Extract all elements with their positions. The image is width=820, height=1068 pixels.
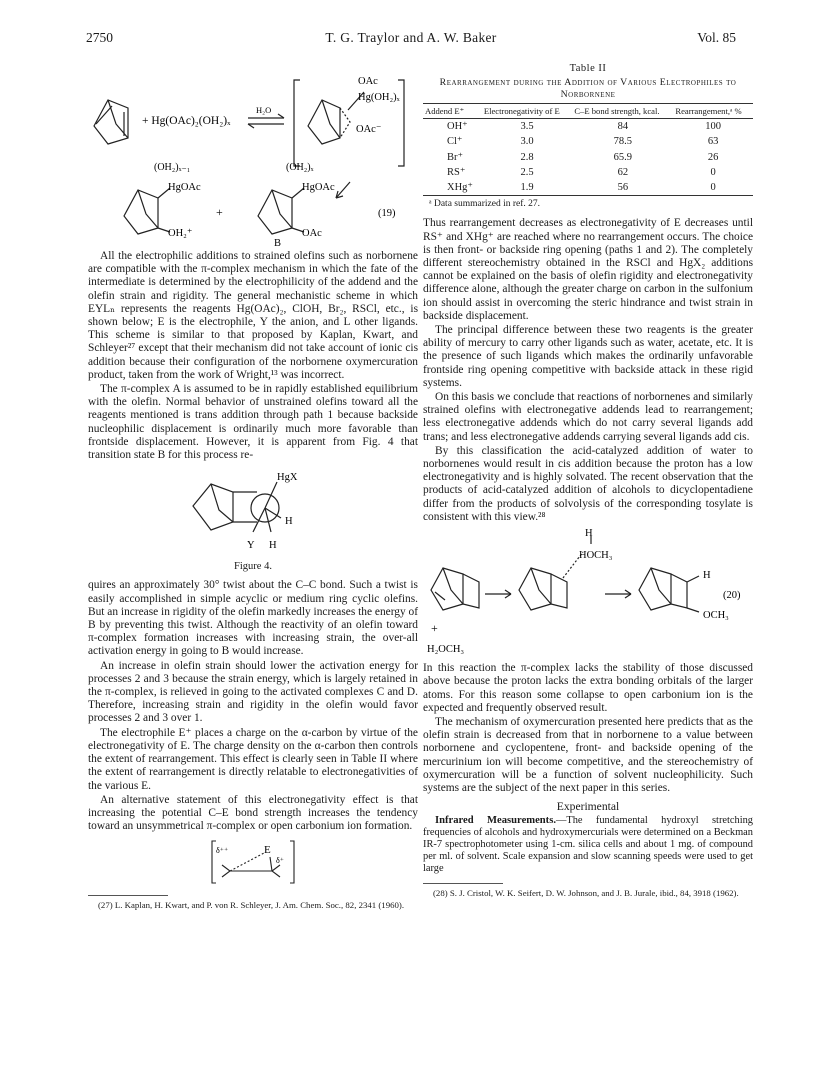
paragraph: The π-complex A is assumed to be in rapidly established equilibrium with the olefin. Normal behavior of unstrained olefins toward all the reagents mentioned is trans addition through path 1 because backside nucleophilic displacement is ordinarily much more favorable than frontside displacement. However, it is apparent from Fig. 4 that transition state B for this process re- xyxy=(88,383,418,462)
scheme20-h2och3: H₂OCH₃ xyxy=(427,644,465,656)
table-cell: 26 xyxy=(707,151,719,163)
delta-plus-plus: δ⁺⁺ xyxy=(216,846,229,856)
table-caption: Rearrangement during the Addition of Various Electrophiles to Norbornene xyxy=(439,77,737,101)
paragraph: The mechanism of oxymercuration presented here predicts that as the olefin strain is decreased from that in norbornene to a value between norbornene and cyclopentene, front- and backside opening of the mercurinium ion will become competitive, and the stereochemistry of oxymercuration will be a function of solvent nucleophilicity. Such systems are the subject of the next paper in this series. xyxy=(423,715,753,794)
left-column xyxy=(88,62,418,911)
experimental-subhead: Infrared Measurements. xyxy=(435,815,556,827)
product1-ligand: (OH₂)ₓ₋₁ xyxy=(154,162,191,173)
running-header xyxy=(86,30,736,50)
paragraph: On this basis we conclude that reactions of norbornenes and similarly strained olefins with electronegative addends lead to rearrangement; less electronegative addends which do not carry several ligands add trans; and less electronegative addends carrying several ligands add cis. xyxy=(423,391,753,443)
table-cell: 56 xyxy=(572,180,673,196)
table-note: ᵃ Data summarized in ref. 27. xyxy=(429,199,541,210)
table-cell: 1.9 xyxy=(482,180,572,196)
table-header-row xyxy=(423,104,753,119)
footnote-27: (27) L. Kaplan, H. Kwart, and P. von R. Schleyer, J. Am. Chem. Soc., 82, 2341 (1960). xyxy=(98,900,405,911)
footnote-rule xyxy=(88,895,168,896)
volume-label: Vol. 85 xyxy=(697,30,736,45)
scheme20-och3: OCH₃ xyxy=(703,610,729,622)
table-2 xyxy=(423,103,753,196)
arrow-label: H₂O xyxy=(256,105,272,115)
pi-complex-diagram xyxy=(208,837,298,887)
table-header: Addend E⁺ xyxy=(423,104,482,119)
equation-number-20: (20) xyxy=(723,590,741,602)
figure-4 xyxy=(153,466,353,556)
paragraph: Thus rearrangement decreases as electronegativity of E decreases until RS⁺ and XHg⁺ are reached where no rearrangement occurs. The choice is then front- or backside ring opening (paths 1 and 2). The completely different stereochemistry obtained in the RSCl and HgX₂ additions cannot be explained on the basis of olefin rigidity and electronegativity difference alone, although the greater charge on carbon in the sulfonium ion should assist in overcoming the steric hindrance and twist strain in backside displacement. xyxy=(423,217,753,322)
paragraph: In this reaction the π-complex lacks the stability of those discussed above because the proton lacks the extra bonding orbitals of the larger atoms. For this reason some collapse to open carbonium ion is the expected and frequently observed result. xyxy=(423,662,753,714)
equation-number-19: (19) xyxy=(378,208,396,219)
label-b: B xyxy=(274,238,282,246)
paragraph: The electrophile E⁺ places a charge on the α-carbon by virtue of the electronegativity of E. The charge density on the α-carbon then controls the extent of rearrangement. This effect is clearly seen in Table II where the extent of rearrangement is directly relatable to electronegativities of the various E. xyxy=(88,726,418,792)
table-row xyxy=(423,134,753,149)
reagent-text: + Hg(OAc)₂(OH₂)ₓ xyxy=(142,115,231,127)
table-cell: 63 xyxy=(707,136,719,148)
section-heading: Experimental xyxy=(556,800,620,814)
product2-oac: OAc xyxy=(302,228,322,239)
paragraph: An increase in olefin strain should lower the activation energy for processes 2 and 3 because the strain energy, which is largely retained in the π-complex, is relieved in going to the activated complexes C and D. Therefore, increasing strain and rigidity in the olefin would favor processes 2 and 3 over 1. xyxy=(88,659,418,725)
table-cell: 0 xyxy=(710,166,716,178)
scheme20-h-top: H xyxy=(585,528,593,540)
table-title: Table II xyxy=(569,63,607,74)
experimental-text: —The fundamental hydroxyl stretching frequencies of alcohols and hydroxymercurials were determined on a Beckman IR-7 spectrophotometer using 1-cm. silica cells and about 1 mg. of compound per ml. of solvent. Scale expansion and slow scanning speeds were used to get large xyxy=(423,815,753,875)
table-row xyxy=(423,165,753,180)
figure-4-caption: Figure 4. xyxy=(234,561,272,573)
table-cell: 100 xyxy=(705,121,722,133)
table-cell: 78.5 xyxy=(613,136,633,148)
table-header: C–E bond strength, kcal. xyxy=(572,104,673,119)
table-cell: RS⁺ xyxy=(447,166,466,178)
scheme20-hoch3: HOCH₃ xyxy=(579,550,613,562)
table-row xyxy=(423,119,753,135)
complex-oac-top: OAc xyxy=(358,76,378,87)
table-cell: 3.0 xyxy=(520,136,534,148)
paragraph: The principal difference between these two reagents is the greater ability of mercury to carry other ligands such as water, acetate, etc. It is the presence of such ligands which makes the ordinarily unfavorable frontside ring opening competitive with backside attack in these rigid systems. xyxy=(423,324,753,389)
table-cell: 3.5 xyxy=(520,121,534,133)
table-header: Rearrangement,ᵃ % xyxy=(673,104,753,119)
table-cell: 84 xyxy=(617,121,629,133)
table-cell: 0 xyxy=(673,180,753,196)
table-cell: Br⁺ xyxy=(447,151,464,163)
footnote-rule xyxy=(423,883,503,884)
fig4-h2: H xyxy=(269,540,277,552)
product1-oh2: OH₂⁺ xyxy=(168,228,193,239)
plus-sign: + xyxy=(216,205,223,219)
complex-anion: OAc⁻ xyxy=(356,124,382,135)
paragraph: By this classification the acid-catalyzed addition of water to norbornenes would result in cis addition because the proton has a low electronegativity and is highly solvated. The recent observation that the products of acid-catalyzed addition of alcohols to dicyclopentadiene differ from the products of solvolysis of the corresponding tosylate is consistent with this view.²⁸ xyxy=(423,444,753,523)
product2-hgoac: HgOAc xyxy=(302,182,335,193)
running-title: T. G. Traylor and A. W. Baker xyxy=(325,30,497,45)
product1-hgoac: HgOAc xyxy=(168,182,201,193)
table-cell: 2.8 xyxy=(520,151,534,163)
table-cell: 62 xyxy=(617,166,629,178)
table-cell: 65.9 xyxy=(613,151,633,163)
table-row xyxy=(423,150,753,165)
complex-e: E xyxy=(264,844,271,857)
complex-hg: Hg(OH₂)ₓ xyxy=(358,92,400,103)
table-row xyxy=(423,180,753,196)
paragraph: An alternative statement of this electronegativity effect is that increasing the potential C–E bond strength increases the tendency toward an unsymmetrical π-complex or open carbonium ion formation. xyxy=(88,793,418,833)
fig4-hgx: HgX xyxy=(277,472,298,484)
paragraph: All the electrophilic additions to strained olefins such as norbornene are compatible with the π-complex mechanism in which the fate of the intermediate is determined by the electrophilicity of the addend and the olefin strain and rigidity. The general mechanistic scheme in which EYLₙ represents the reagents Hg(OAc)₂, ClOH, Br₂, RSCl, etc., is shown below; E is the electrophile, Y the anion, and L other ligands. This scheme is similar to that proposed by Kaplan, Kwart, and Schleyer²⁷ except that their mechanism did not take account of ionic cis addition because their configuration of the norbornene oxymercuration product, taken from the work of Wright,¹³ was incorrect. xyxy=(88,250,418,381)
page-number: 2750 xyxy=(86,30,113,45)
scheme-19 xyxy=(88,66,418,246)
footnote-28: (28) S. J. Cristol, W. K. Seifert, D. W. Johnson, and J. B. Jurale, ibid., 84, 3918 (1962). xyxy=(433,888,739,899)
scheme20-h: H xyxy=(703,570,711,582)
delta-plus: δ⁺ xyxy=(276,856,284,866)
experimental-paragraph xyxy=(423,815,753,875)
product2-ligand: (OH₂)ₓ xyxy=(286,162,314,173)
fig4-y: Y xyxy=(247,540,255,552)
scheme20-plus: + xyxy=(431,621,438,636)
norbornene-structure xyxy=(94,100,128,144)
table-cell: 2.5 xyxy=(520,166,534,178)
scheme-20 xyxy=(423,528,753,658)
table-cell: XHg⁺ xyxy=(423,180,482,196)
fig4-h1: H xyxy=(285,516,293,528)
table-cell: Cl⁺ xyxy=(447,136,463,148)
paragraph: quires an approximately 30° twist about the C–C bond. Such a twist is easily accomplished in simple acyclic or medium ring cyclic olefins. But an increase in rigidity of the olefin markedly increases the energy of B by preventing this twist. Although the reactivity of an olefin toward π-complex formation increases with increasing strain, the over-all activation energy in going to B would increase. xyxy=(88,579,419,658)
table-cell: OH⁺ xyxy=(447,121,468,133)
table-header: Electronegativity of E xyxy=(482,104,572,119)
right-column xyxy=(423,62,753,899)
